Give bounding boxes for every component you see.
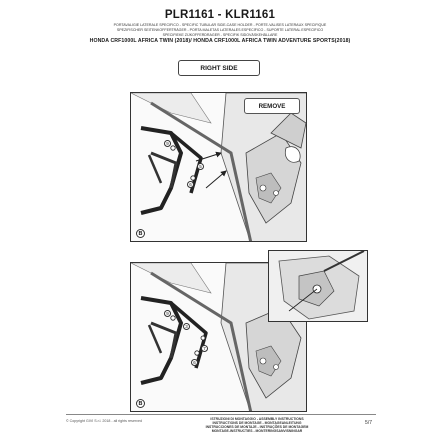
part-callout: 9 (164, 140, 171, 147)
detail-inset (268, 250, 368, 322)
view-marker-b: B (136, 229, 145, 238)
product-code-title: PLR1161 - KLR1161 (164, 9, 276, 21)
vehicle-model-line: HONDA CRF1000L AFRICA TWIN (2018)/ HONDA CRF1000L AFRICA TWIN ADVENTURE SPORTS(2018) (89, 38, 351, 44)
instructions-line: INSTRUCTIONS DE MONTAGE - MONTAGEANLEITUNG (212, 421, 302, 425)
subtitle-line: SPECIFIEKE ZIJKOFFERDRAGER - SPECIFIK SIDOVÄSKEHÅLLARE (162, 32, 278, 37)
page-number: 5/7 (365, 420, 372, 426)
instructions-heading (202, 417, 312, 433)
instructions-line: MONTAGE-INSTRUCTIES - MONTERINGSANVISNINGAR (211, 429, 303, 433)
side-label-box (178, 60, 260, 76)
instructions-line: INSTRUCCIONES DE MONTAJE - INSTRUÇÕES DE MONTAGEM (205, 425, 309, 429)
remove-label-box (244, 98, 300, 114)
view-marker-b: B (136, 399, 145, 408)
copyright-text: © Copyright GIVI S.r.l. 2018 - all rights reserved (66, 419, 142, 423)
part-callout: 9 (164, 310, 171, 317)
instructions-line: ISTRUZIONI DI MONTAGGIO - ASSEMBLY INSTRUCTIONS (210, 417, 304, 421)
part-callout: 6 (191, 359, 198, 366)
remove-label: REMOVE (258, 102, 286, 110)
motorcycle-frame-drawing (131, 93, 307, 242)
part-callout: 7 (201, 345, 208, 352)
part-callout: 6 (187, 181, 194, 188)
assembly-illustration-top (130, 92, 307, 242)
product-subtitles (0, 23, 440, 37)
subtitle-line: PORTAVALIGIE LATERALE SPECIFICO - SPECIFIC TUBULAR SIDE-CASE HOLDER - PORTE-VALISES LATERAUX SPECIFIQUE (113, 23, 327, 27)
subtitle-line: SPEZIFISCHER SEITENKOFFERTRÄGER - PORTA MALETAS LATERALES ESPECÍFICO - SUPORTE LATERAL ESPECÍFICO (116, 27, 324, 32)
detail-drawing (269, 251, 368, 322)
page-footer (66, 414, 376, 433)
part-callout: 5 (197, 163, 204, 170)
part-callout: 3 (183, 323, 190, 330)
side-label: RIGHT SIDE (200, 64, 238, 72)
